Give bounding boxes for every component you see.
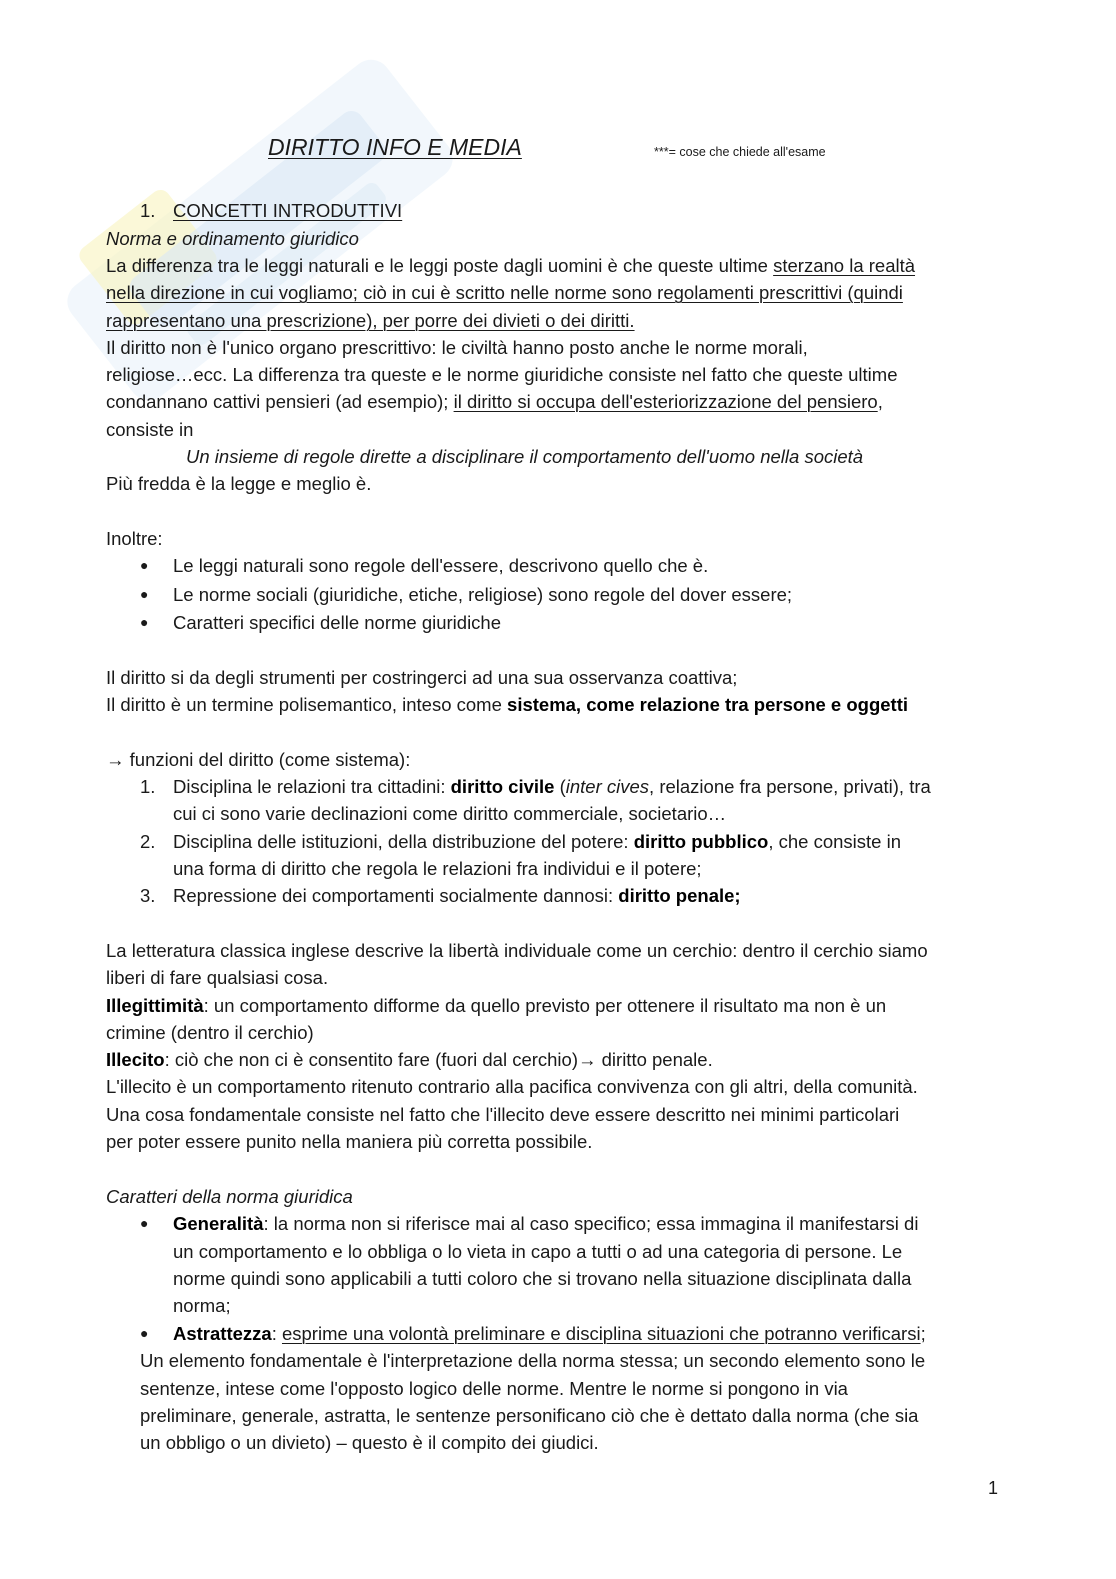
document-title: DIRITTO INFO E MEDIA xyxy=(268,134,522,160)
numbered-item xyxy=(106,882,741,909)
item-number: 2. xyxy=(140,831,156,852)
list-item-text: Le norme sociali (giuridiche, etiche, religiose) sono regole del dover essere; xyxy=(173,584,793,605)
text-span: : ciò che non ci è consentito fare (fuori dal cerchio) xyxy=(164,1049,578,1070)
underlined-text: sterzano la realtà xyxy=(773,255,916,276)
section-title: CONCETTI INTRODUTTIVI xyxy=(173,200,403,221)
list-item xyxy=(106,552,708,579)
paragraph-line xyxy=(106,992,886,1019)
numbered-item xyxy=(106,773,931,800)
bold-text: Astrattezza xyxy=(173,1323,272,1344)
paragraph-line xyxy=(106,1046,713,1073)
subheading-norma: Norma e ordinamento giuridico xyxy=(106,228,359,249)
underlined-line: rappresentano una prescrizione), per porre dei divieti o dei diritti. xyxy=(106,310,635,331)
list-item xyxy=(106,1210,918,1237)
text-span: : un comportamento difforme da quello previsto per ottenere il risultato ma non è un xyxy=(203,995,887,1016)
bold-text: diritto pubblico xyxy=(633,831,769,852)
paragraph-line: crimine (dentro il cerchio) xyxy=(106,1022,314,1043)
text-span: diritto penale. xyxy=(596,1049,713,1070)
arrow-icon: → xyxy=(106,749,125,770)
paragraph-line xyxy=(106,252,915,279)
bold-text: Generalità xyxy=(173,1213,264,1234)
paragraph-line: sentenze, intese come l'opposto logico delle norme. Mentre le norme si pongono in via xyxy=(140,1378,848,1399)
underlined-text: il diritto si occupa dell'esteriorizzazione del pensiero xyxy=(453,391,878,412)
text-span: condannano cattivi pensieri (ad esempio); xyxy=(106,391,454,412)
text-span: , che consiste in xyxy=(768,831,901,852)
bold-text: Illecito xyxy=(106,1049,165,1070)
bullet-icon: ● xyxy=(140,1215,149,1231)
list-item xyxy=(106,609,501,636)
paragraph-line: consiste in xyxy=(106,419,194,440)
arrow-icon: → xyxy=(578,1049,597,1070)
text-span: Disciplina delle istituzioni, della distribuzione del potere: xyxy=(173,831,634,852)
section-number: 1. xyxy=(140,200,156,221)
paragraph-line: liberi di fare qualsiasi cosa. xyxy=(106,967,329,988)
text-span: funzioni del diritto (come sistema): xyxy=(124,749,411,770)
text-span: Il diritto è un termine polisemantico, inteso come xyxy=(106,694,508,715)
list-item-text: Caratteri specifici delle norme giuridiche xyxy=(173,612,502,633)
bold-text: sistema, come relazione tra persone e oggetti xyxy=(507,694,908,715)
item-number: 3. xyxy=(140,885,156,906)
text-span: Disciplina le relazioni tra cittadini: xyxy=(173,776,451,797)
paragraph-line: Inoltre: xyxy=(106,528,163,549)
paragraph-line xyxy=(106,691,908,718)
numbered-item-continuation: una forma di diritto che regola le relazioni fra individui e il potere; xyxy=(173,858,702,879)
bold-text: diritto penale; xyxy=(618,885,741,906)
paragraph-line: Il diritto non è l'unico organo prescrittivo: le civiltà hanno posto anche le norme morali, xyxy=(106,337,808,358)
definition-quote: Un insieme di regole dirette a disciplinare il comportamento dell'uomo nella società xyxy=(186,446,864,467)
list-item-continuation: un comportamento e lo obbliga o lo vieta in capo a tutti o ad una categoria di persone. Le xyxy=(173,1241,903,1262)
paragraph-line xyxy=(106,746,410,773)
text-span: La differenza tra le leggi naturali e le leggi poste dagli uomini è che queste ultime xyxy=(106,255,774,276)
paragraph-line: L'illecito è un comportamento ritenuto contrario alla pacifica convivenza con gli altri, della comunità. xyxy=(106,1076,918,1097)
paragraph-line: Più fredda è la legge e meglio è. xyxy=(106,473,372,494)
paragraph-line: religiose…ecc. La differenza tra queste e le norme giuridiche consiste nel fatto che queste ultime xyxy=(106,364,898,385)
page-number: 1 xyxy=(988,1478,999,1498)
text-span: Repressione dei comportamenti socialmente dannosi: xyxy=(173,885,619,906)
list-item xyxy=(106,581,792,608)
paragraph-line: Un elemento fondamentale è l'interpretazione della norma stessa; un secondo elemento sono le xyxy=(140,1350,926,1371)
bullet-icon: ● xyxy=(140,586,149,602)
paragraph-line: La letteratura classica inglese descrive la libertà individuale come un cerchio: dentro il cerchio siamo xyxy=(106,940,928,961)
paragraph-line xyxy=(106,388,883,415)
bullet-icon: ● xyxy=(140,1325,149,1341)
text-span: ; xyxy=(920,1323,926,1344)
underlined-line: nella direzione in cui vogliamo; ciò in cui è scritto nelle norme sono regolamenti prescrittivi (quindi xyxy=(106,282,903,303)
list-item xyxy=(106,1320,926,1347)
italic-text: inter cives xyxy=(565,776,650,797)
item-number: 1. xyxy=(140,776,156,797)
section-heading xyxy=(106,197,402,224)
numbered-item xyxy=(106,828,901,855)
text-span: : xyxy=(271,1323,282,1344)
bold-text: Illegittimità xyxy=(106,995,204,1016)
bullet-icon: ● xyxy=(140,557,149,573)
underlined-text: esprime una volontà preliminare e disciplina situazioni che potranno verificarsi xyxy=(281,1323,921,1344)
text-span: , xyxy=(877,391,883,412)
list-item-continuation: norme quindi sono applicabili a tutti coloro che si trovano nella situazione disciplinata dalla xyxy=(173,1268,912,1289)
text-span: ( xyxy=(554,776,566,797)
text-span: , relazione fra persone, privati), tra xyxy=(649,776,931,797)
exam-note: ***= cose che chiede all'esame xyxy=(654,145,826,159)
paragraph-line: Una cosa fondamentale consiste nel fatto che l'illecito deve essere descritto nei minimi particolari xyxy=(106,1104,900,1125)
list-item-continuation: norma; xyxy=(173,1295,231,1316)
numbered-item-continuation: cui ci sono varie declinazioni come diritto commerciale, societario… xyxy=(173,803,727,824)
bold-text: diritto civile xyxy=(450,776,555,797)
paragraph-line: un obbligo o un divieto) – questo è il compito dei giudici. xyxy=(140,1432,599,1453)
subheading-caratteri: Caratteri della norma giuridica xyxy=(106,1186,353,1207)
list-item-text: Le leggi naturali sono regole dell'essere, descrivono quello che è. xyxy=(173,555,709,576)
text-span: : la norma non si riferisce mai al caso specifico; essa immagina il manifestarsi di xyxy=(263,1213,919,1234)
paragraph-line: per poter essere punito nella maniera più corretta possibile. xyxy=(106,1131,593,1152)
paragraph-line: preliminare, generale, astratta, le sentenze personificano ciò che è dettato dalla norma (che sia xyxy=(140,1405,919,1426)
paragraph-line: Il diritto si da degli strumenti per costringerci ad una sua osservanza coattiva; xyxy=(106,667,738,688)
bullet-icon: ● xyxy=(140,614,149,630)
